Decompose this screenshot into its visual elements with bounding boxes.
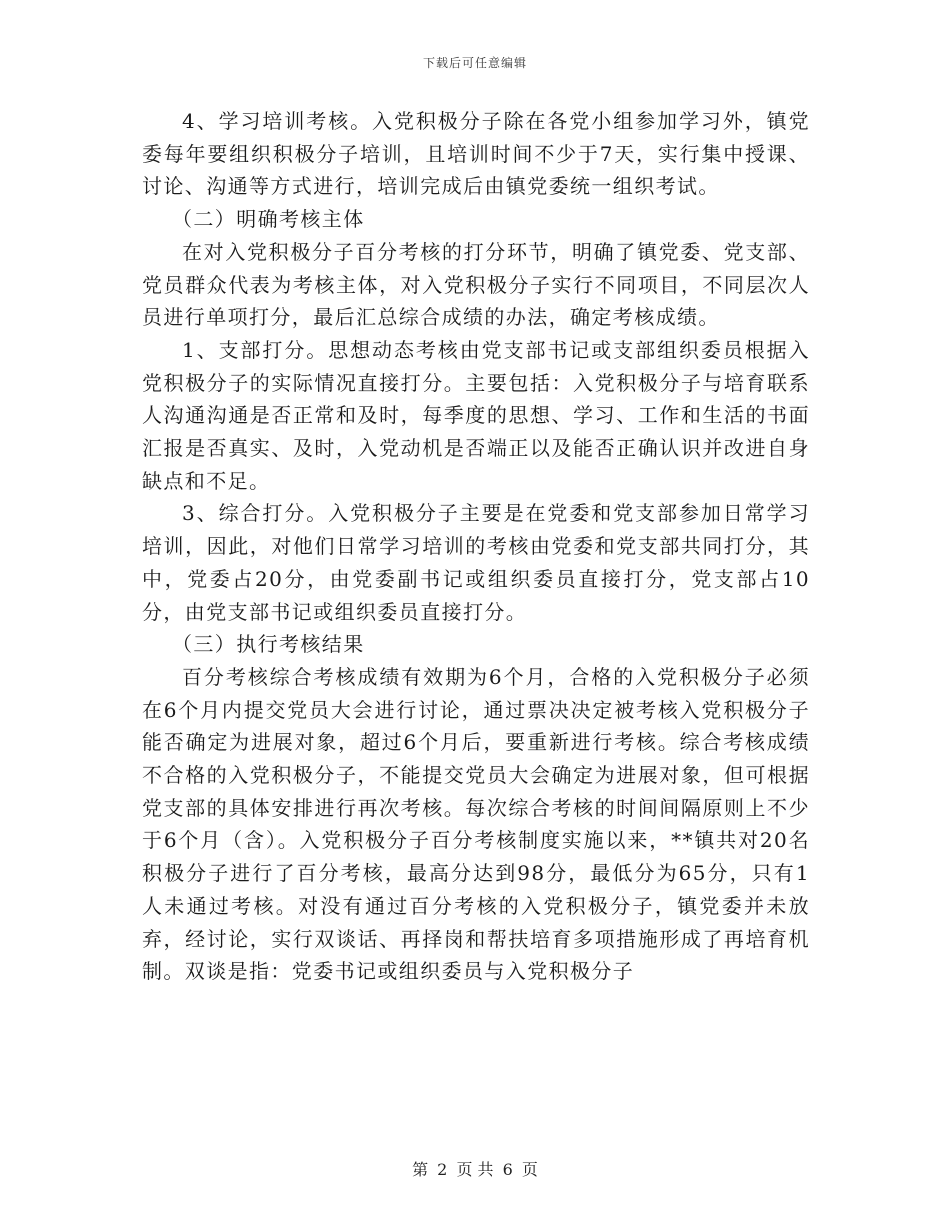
footer-total-pages: 6	[502, 1160, 513, 1179]
paragraph-assessment-results: 百分考核综合考核成绩有效期为6个月，合格的入党积极分子必须在6个月内提交党员大会进行讨论，通过票决决定被考核入党积极分子能否确定为进展对象，超过6个月后，要重新进行考核。综合考核成绩不合格的入党积极分子，不能提交党员大会确定为进展对象，但可根据党支部的具体安排进行再次考核。每次综合考核的时间间隔原则上不少于6个月（含）。入党积极分子百分考核制度实施以来，**镇共对20名积极分子进行了百分考核，最高分达到98分，最低分为65分，只有1人未通过考核。对没有通过百分考核的入党积极分子，镇党委并未放弃，经讨论，实行双谈话、再择岗和帮扶培育多项措施形成了再培育机制。双谈是指：党委书记或组织委员与入党积极分子	[142, 664, 810, 984]
paragraph-training-assessment: 4、学习培训考核。入党积极分子除在各党小组参加学习外，镇党委每年要组织积极分子培训，且培训时间不少于7天，实行集中授课、讨论、沟通等方式进行，培训完成后由镇党委统一组织考试。	[142, 109, 810, 199]
paragraph-branch-scoring: 1、支部打分。思想动态考核由党支部书记或支部组织委员根据入党积极分子的实际情况直接打分。主要包括：入党积极分子与培育联系人沟通沟通是否正常和及时，每季度的思想、学习、工作和生活的书面汇报是否真实、及时，入党动机是否端正以及能否正确认识并改进自身缺点和不足。	[142, 337, 810, 493]
section-heading-assessment-results: （三）执行考核结果	[172, 632, 365, 657]
section-heading-assessment-subject: （二）明确考核主体	[172, 207, 365, 232]
footer-middle: 页 共	[456, 1160, 494, 1179]
paragraph-assessment-subject: 在对入党积极分子百分考核的打分环节，明确了镇党委、党支部、党员群众代表为考核主体，对入党积极分子实行不同项目，不同层次人员进行单项打分，最后汇总综合成绩的办法，确定考核成绩。	[142, 239, 810, 330]
footer-page-number: 2	[437, 1160, 448, 1179]
footer-suffix: 页	[521, 1160, 538, 1179]
document-body	[142, 105, 810, 988]
footer-prefix: 第	[412, 1160, 429, 1179]
page-header: 下载后可任意编辑	[422, 56, 527, 70]
page-footer	[0, 1157, 950, 1180]
paragraph-comprehensive-scoring: 3、综合打分。入党积极分子主要是在党委和党支部参加日常学习培训，因此，对他们日常学习培训的考核由党委和党支部共同打分，其中，党委占20分，由党委副书记或组织委员直接打分，党支部占10分，由党支部书记或组织委员直接打分。	[142, 501, 810, 624]
